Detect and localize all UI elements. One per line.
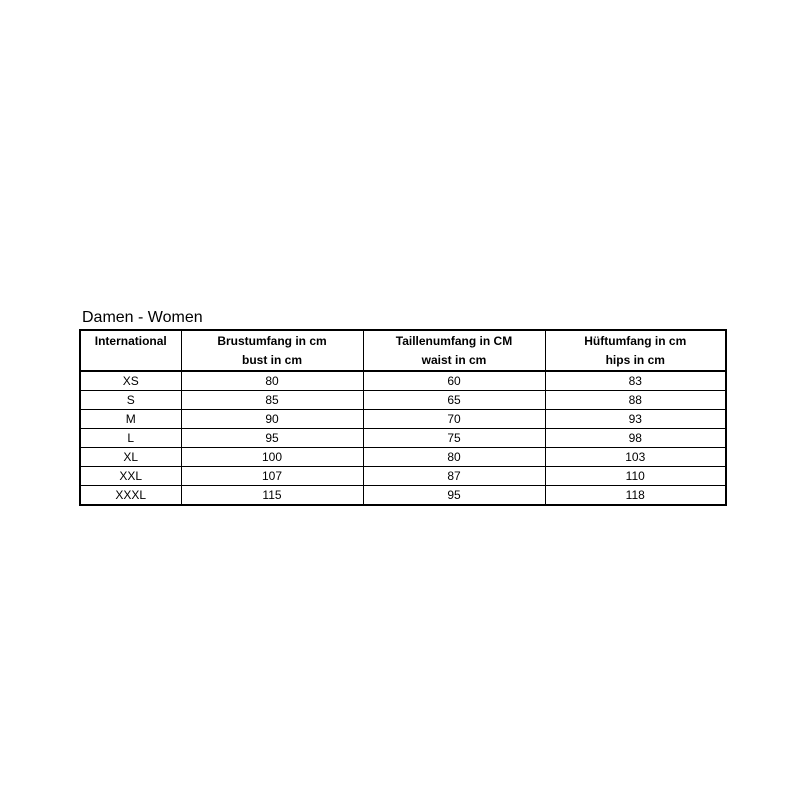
cell-bust: 85 — [181, 391, 363, 410]
table-row — [80, 486, 726, 506]
cell-hips: 103 — [545, 448, 726, 467]
header-bust — [181, 330, 363, 371]
table-row — [80, 429, 726, 448]
cell-hips: 118 — [545, 486, 726, 506]
cell-size: L — [80, 429, 181, 448]
cell-waist: 65 — [363, 391, 545, 410]
cell-bust: 115 — [181, 486, 363, 506]
cell-waist: 80 — [363, 448, 545, 467]
header-waist-de: Taillenumfang in CM — [395, 334, 513, 348]
cell-size: XS — [80, 371, 181, 391]
cell-size: XXXL — [80, 486, 181, 506]
header-waist — [363, 330, 545, 371]
table-row — [80, 391, 726, 410]
table-row — [80, 410, 726, 429]
cell-hips: 88 — [545, 391, 726, 410]
cell-waist: 95 — [363, 486, 545, 506]
header-international-label: International — [94, 334, 167, 348]
cell-waist: 75 — [363, 429, 545, 448]
cell-hips: 93 — [545, 410, 726, 429]
header-hips-en: hips in cm — [605, 353, 665, 367]
cell-waist: 70 — [363, 410, 545, 429]
cell-size: XXL — [80, 467, 181, 486]
header-hips-de: Hüftumfang in cm — [584, 334, 687, 348]
cell-bust: 100 — [181, 448, 363, 467]
cell-hips: 110 — [545, 467, 726, 486]
header-bust-de: Brustumfang in cm — [217, 334, 327, 348]
header-waist-en: waist in cm — [421, 353, 487, 367]
header-hips — [545, 330, 726, 371]
cell-bust: 95 — [181, 429, 363, 448]
header-international — [80, 330, 181, 371]
cell-bust: 107 — [181, 467, 363, 486]
header-row — [80, 330, 726, 371]
cell-size: M — [80, 410, 181, 429]
cell-size: S — [80, 391, 181, 410]
cell-size: XL — [80, 448, 181, 467]
table-row — [80, 467, 726, 486]
cell-bust: 80 — [181, 371, 363, 391]
cell-bust: 90 — [181, 410, 363, 429]
cell-waist: 87 — [363, 467, 545, 486]
cell-hips: 83 — [545, 371, 726, 391]
table-title: Damen - Women — [82, 309, 203, 326]
cell-waist: 60 — [363, 371, 545, 391]
cell-hips: 98 — [545, 429, 726, 448]
header-bust-en: bust in cm — [241, 353, 302, 367]
table-row — [80, 371, 726, 391]
table-row — [80, 448, 726, 467]
size-table — [79, 329, 727, 506]
